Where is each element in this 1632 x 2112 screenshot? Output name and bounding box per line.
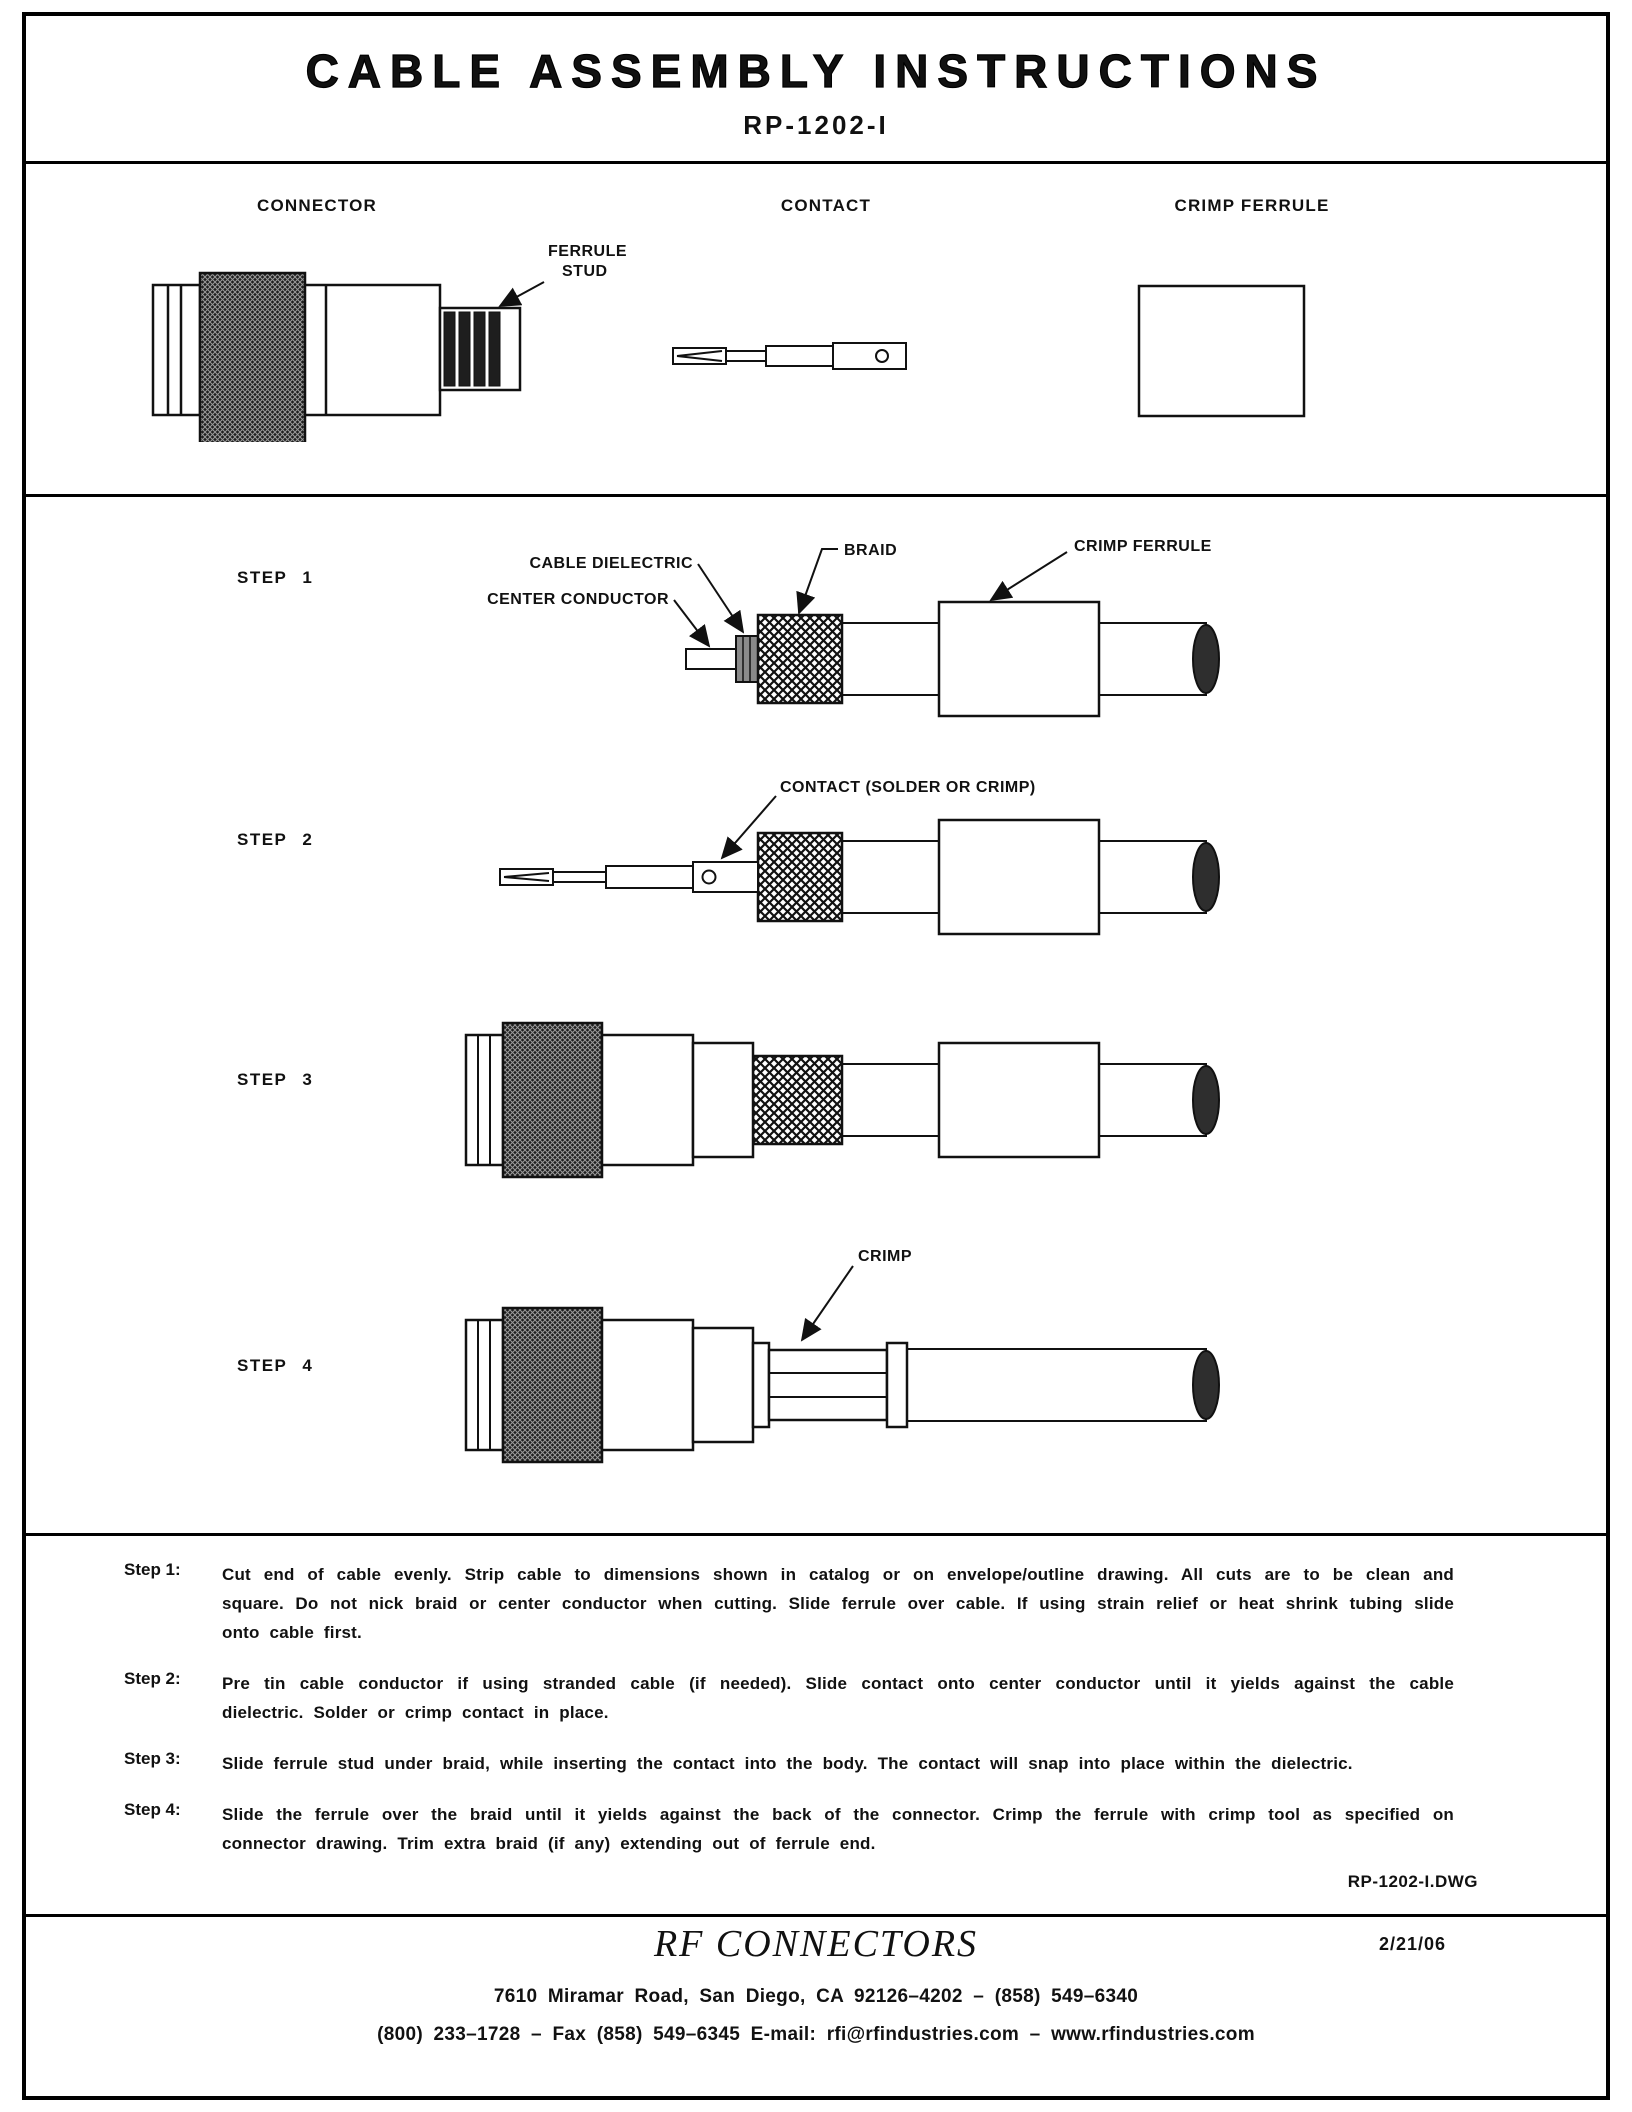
step-4-label: STEP 4 — [237, 1356, 314, 1375]
braid — [758, 833, 842, 921]
connector-knurl — [200, 273, 305, 442]
connector-label: CONNECTOR — [256, 196, 378, 215]
step-4-diagram — [450, 1240, 1240, 1470]
connector-body-rear — [693, 1043, 753, 1157]
instruction-step-3-text: Slide ferrule stud under braid, while inserting the contact into the body. The contact will snap into place within the dielectric. — [222, 1754, 1353, 1773]
contact-label: CONTACT — [780, 196, 872, 215]
cable-dielectric-label: CABLE DIELECTRIC — [529, 555, 693, 572]
instruction-step-4-text: Slide the ferrule over the braid until it yields against the back of the connector. Crimp the ferrule with crimp tool as specified on connector drawing. Trim extra braid (if any) extending out of ferrule end. — [222, 1805, 1454, 1853]
instruction-step-3 — [124, 1749, 1454, 1778]
divider-title — [26, 161, 1606, 164]
contact-hole — [876, 350, 888, 362]
company-name: RF CONNECTORS — [653, 1923, 979, 1965]
instructions-section — [124, 1560, 1454, 1880]
revision-date: 2/21/06 — [1379, 1934, 1447, 1954]
instruction-step-4 — [124, 1800, 1454, 1858]
ferrule-collar-left — [753, 1343, 769, 1427]
connector-body — [602, 1320, 693, 1450]
part-number: RP-1202-I — [743, 110, 889, 140]
divider-footer — [26, 1914, 1606, 1917]
crimp-ferrule-shape — [1139, 286, 1304, 416]
connector-body-rear — [693, 1328, 753, 1442]
crimp-ferrule-diagram — [1130, 278, 1330, 433]
center-conductor — [686, 649, 736, 669]
cable-dielectric-leader — [698, 564, 743, 632]
ferrule-stud-leader — [500, 282, 544, 306]
crimp-leader — [802, 1266, 853, 1340]
center-conductor-leader — [674, 600, 709, 646]
crimp-ferrule-step-label: CRIMP FERRULE — [1074, 538, 1212, 555]
page-title: CABLE ASSEMBLY INSTRUCTIONS — [305, 45, 1327, 97]
cable-dielectric — [736, 636, 758, 682]
connector-knurl — [503, 1308, 602, 1462]
contact-shaft — [726, 351, 766, 361]
braid — [753, 1056, 842, 1144]
crimp-ferrule-leader — [991, 552, 1067, 600]
braid-leader — [799, 549, 838, 613]
crimp-label: CRIMP — [858, 1248, 913, 1265]
connector-rear-nut — [153, 285, 200, 415]
contact-step-label: CONTACT (SOLDER OR CRIMP) — [780, 779, 1036, 796]
step-3-diagram — [450, 1005, 1240, 1200]
step-2-diagram — [450, 772, 1240, 957]
instruction-step-2-text: Pre tin cable conductor if using stranded cable (if needed). Slide contact onto center conductor until it yields against the cable dielectric. Solder or crimp contact in place. — [222, 1674, 1454, 1722]
center-conductor-label: CENTER CONDUCTOR — [487, 591, 669, 608]
connector-rear-nut — [466, 1320, 503, 1450]
connector-knurl — [503, 1023, 602, 1177]
address-line-2: (800) 233–1728 – Fax (858) 549–6345 E-mail: rfi@rfindustries.com – www.rfindustries.com — [377, 2024, 1255, 2045]
crimp-ferrule — [939, 602, 1099, 716]
contact-tab — [833, 343, 906, 369]
braid — [758, 615, 842, 703]
instruction-step-1-label: Step 1: — [124, 1560, 181, 1579]
cable-end — [1193, 1066, 1219, 1134]
instruction-step-2 — [124, 1669, 1454, 1727]
braid-label: BRAID — [844, 542, 898, 559]
cable-end — [1193, 1351, 1219, 1419]
cable-end — [1193, 625, 1219, 693]
step-1-label: STEP 1 — [237, 568, 314, 587]
crimped-ferrule — [769, 1350, 887, 1420]
instruction-step-4-label: Step 4: — [124, 1800, 181, 1819]
cable-end — [1193, 843, 1219, 911]
step-2-label: STEP 2 — [237, 830, 314, 849]
cable-jacket — [907, 1349, 1206, 1421]
divider-steps — [26, 1533, 1606, 1536]
address-line-1: 7610 Miramar Road, San Diego, CA 92126–4202 – (858) 549–6340 — [493, 1986, 1139, 2007]
contact-barrel — [606, 866, 693, 888]
divider-parts — [26, 494, 1606, 497]
step-3-label: STEP 3 — [237, 1070, 314, 1089]
contact-hole — [703, 871, 716, 884]
step-1-diagram — [450, 528, 1240, 743]
instruction-step-1-text: Cut end of cable evenly. Strip cable to dimensions shown in catalog or on envelope/outline drawing. All cuts are to be clean and square. Do not nick braid or center conductor when cutting. Slide ferrule over cable. If using strain relief or heat shrink tubing slide onto cable first. — [222, 1565, 1454, 1642]
crimp-ferrule — [939, 1043, 1099, 1157]
ferrule-collar-right — [887, 1343, 907, 1427]
drawing-file-reference: RP-1202-I.DWG — [1347, 1872, 1478, 1891]
connector-body — [602, 1035, 693, 1165]
ferrule-stud-label-line2: STUD — [562, 263, 608, 280]
connector-rear-nut — [466, 1035, 503, 1165]
instruction-step-3-label: Step 3: — [124, 1749, 181, 1768]
crimp-ferrule — [939, 820, 1099, 934]
crimp-ferrule-label: CRIMP FERRULE — [1174, 196, 1330, 215]
contact-barrel — [766, 346, 833, 366]
contact-diagram — [660, 318, 940, 408]
instruction-step-1 — [124, 1560, 1454, 1647]
ferrule-stud-label-line1: FERRULE — [548, 243, 628, 260]
contact-shaft — [553, 872, 606, 882]
instruction-step-2-label: Step 2: — [124, 1669, 181, 1688]
